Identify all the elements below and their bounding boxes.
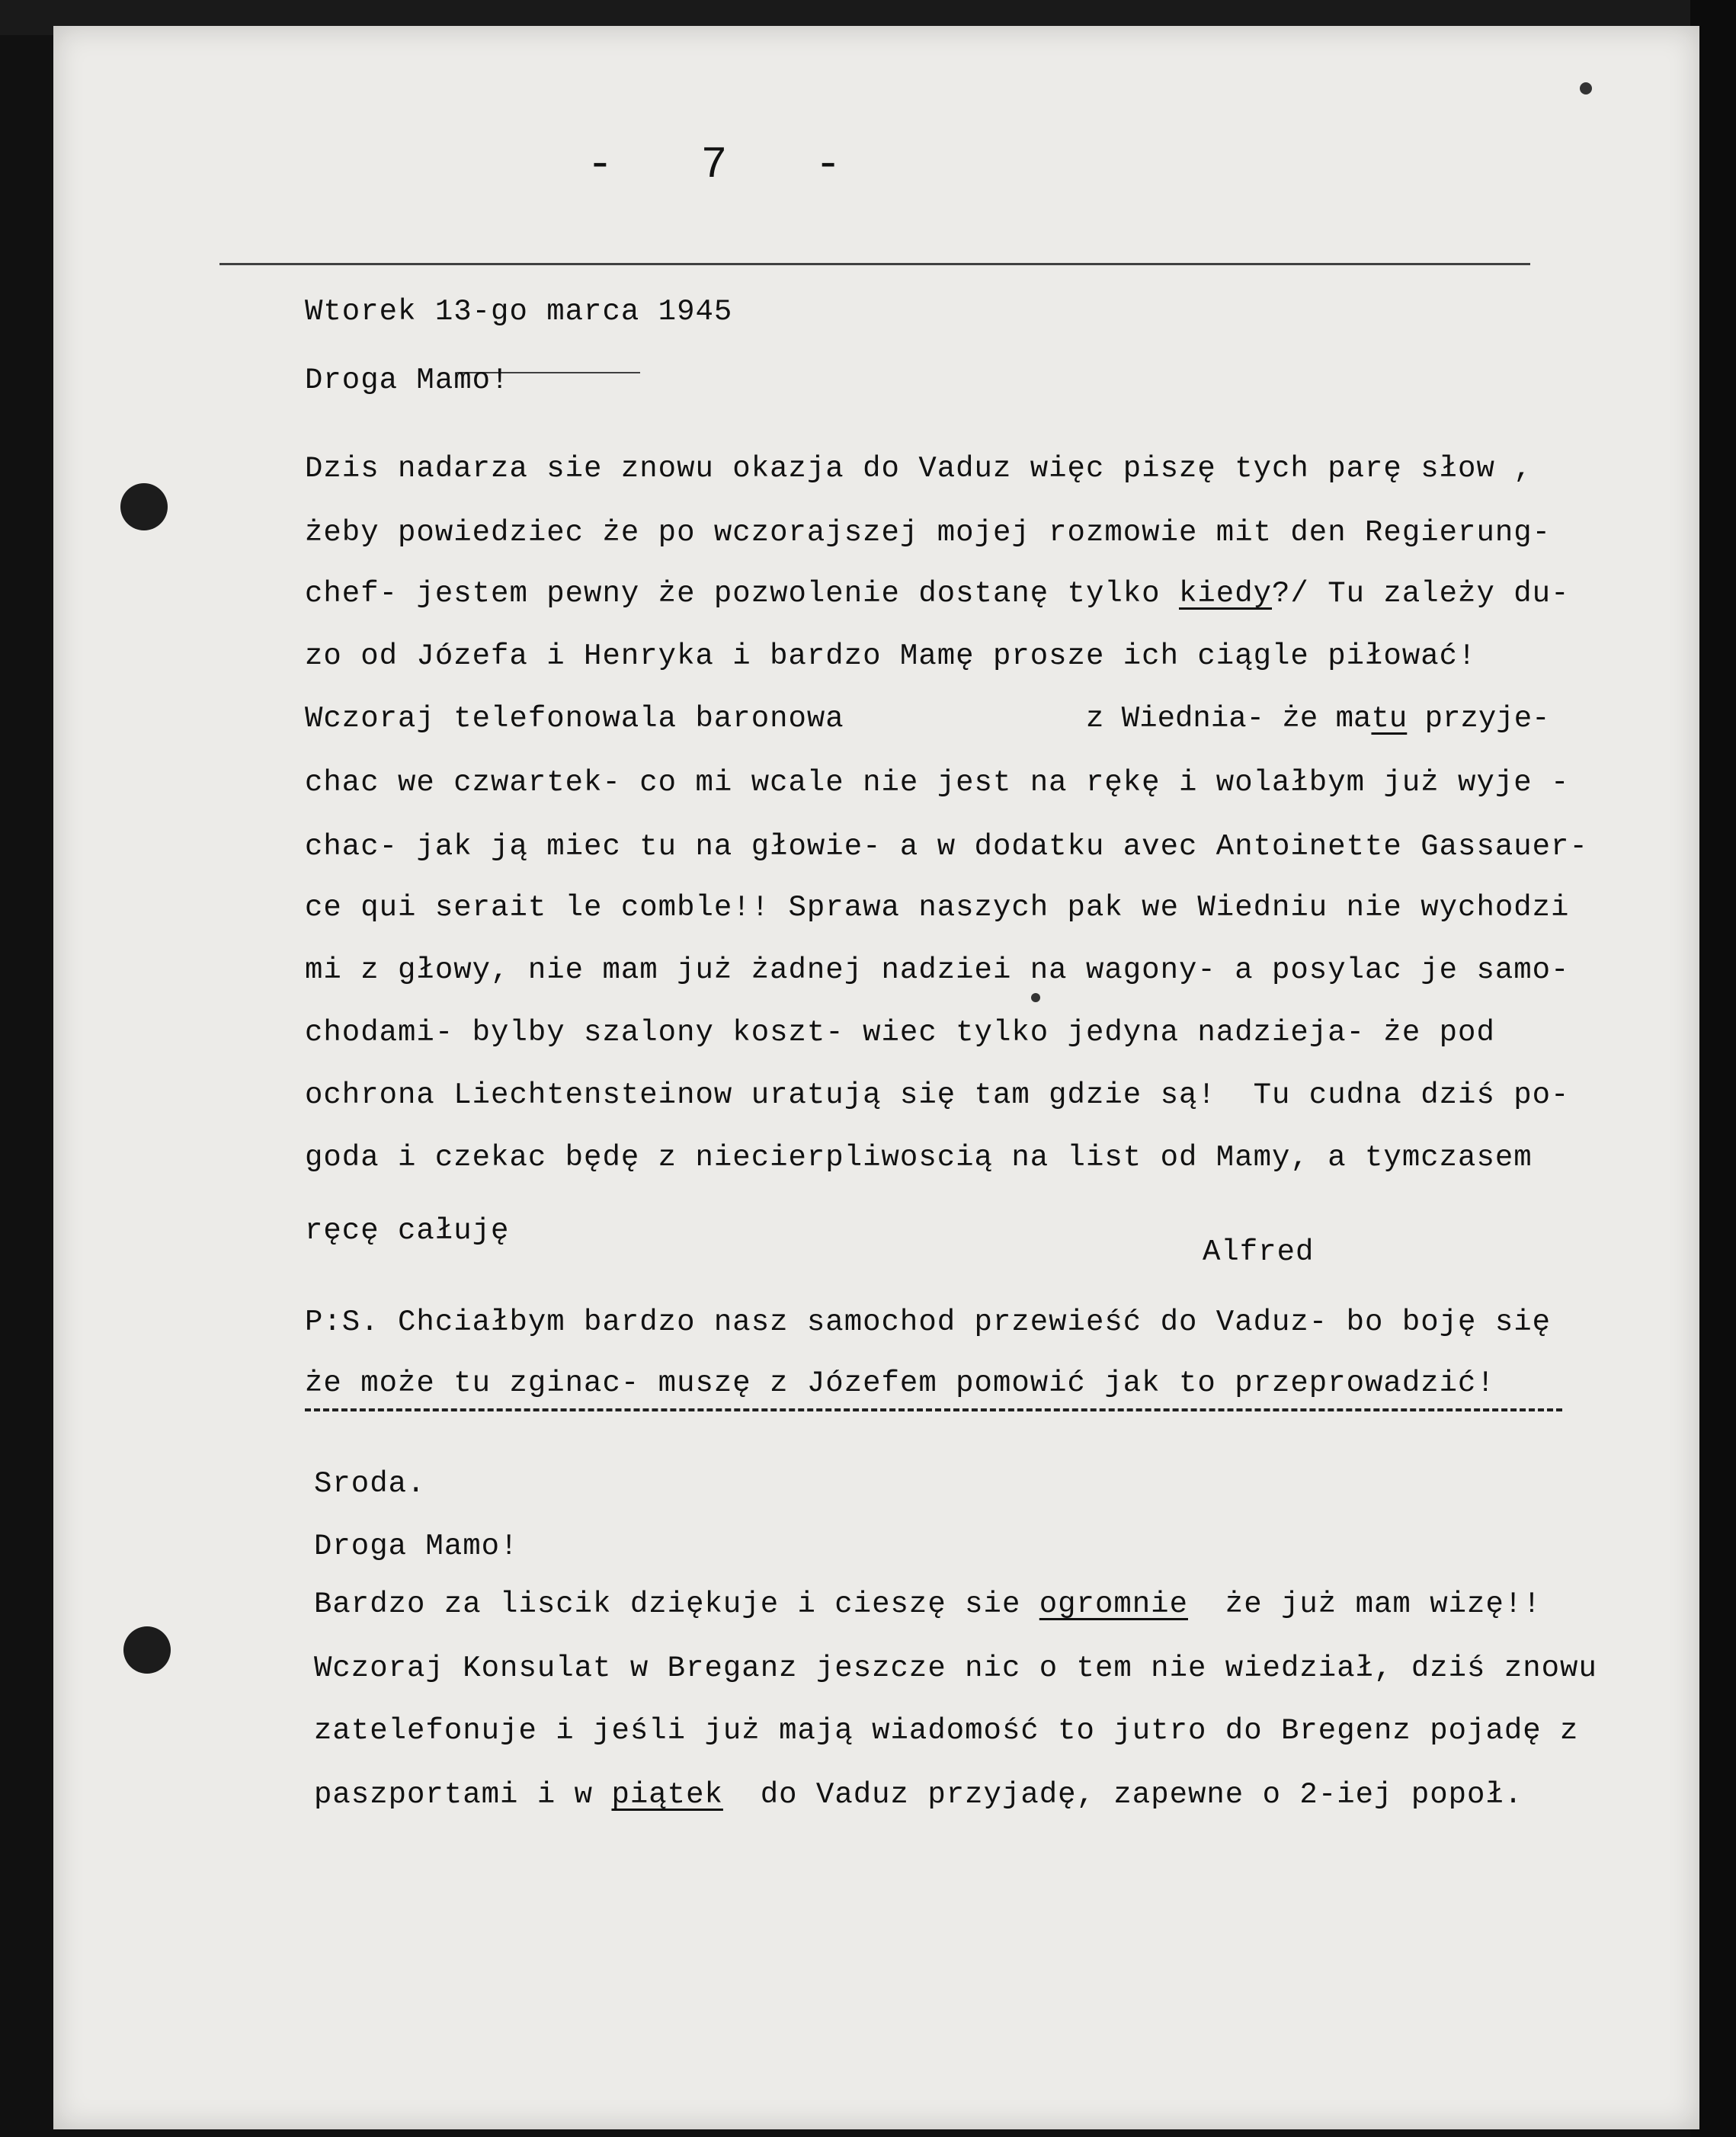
letter1-line [305, 575, 1569, 613]
letter1-line: chac we czwartek- co mi wcale nie jest na rękę i wolałbym już wyje - [305, 766, 1570, 799]
letter1-line: mi z głowy, nie mam już żadnej nadziei na wagony- a posylac je samo- [305, 953, 1570, 987]
letter1-line: ce qui serait le comble!! Sprawa naszych pak we Wiedniu nie wychodzi [305, 891, 1570, 924]
letter1-line: żeby powiedziec że po wczorajszej mojej rozmowie mit den Regierung- [305, 516, 1552, 549]
line-text: paszportami i w [314, 1778, 612, 1812]
letter1-line: ochrona Liechtensteinow uratują się tam gdzie są! Tu cudna dziś po- [305, 1078, 1570, 1112]
underlined-word: kiedy [1178, 577, 1273, 610]
letter2-line [314, 1776, 1523, 1814]
letter1-line: Wczoraj telefonowala baronowa [305, 702, 844, 735]
underlined-word: tu [1371, 702, 1408, 735]
letter2-line [314, 1585, 1542, 1623]
scan-speck [1031, 993, 1040, 1002]
letter1-greeting: Droga Mamo! [305, 364, 510, 397]
letter1-line [1086, 700, 1550, 738]
letter1-line: chac- jak ją miec tu na głowie- a w dodatku avec Antoinette Gassauer- [305, 830, 1588, 863]
line-text: do Vaduz przyjadę, zapewne o 2-iej popoł. [722, 1778, 1523, 1812]
punch-hole-top [120, 483, 168, 530]
letter1-line: Dzis nadarza sie znowu okazja do Vaduz więc piszę tych parę słow , [305, 452, 1533, 485]
letter1-line: goda i czekac będę z niecierpliwoscią na list od Mamy, a tymczasem [305, 1141, 1533, 1174]
underlined-word: ogromnie [1039, 1588, 1188, 1621]
line-text: że już mam wizę!! [1187, 1588, 1542, 1621]
signature: Alfred [1203, 1235, 1315, 1269]
line-text: z Wiednia- że ma [1086, 702, 1372, 735]
letter2-line: zatelefonuje i jeśli już mają wiadomość to jutro do Bregenz pojadę z [314, 1714, 1579, 1748]
letter2-greeting: Droga Mamo! [314, 1530, 519, 1563]
postscript-line: P:S. Chciałbym bardzo nasz samochod przewieść do Vaduz- bo boję się [305, 1306, 1552, 1339]
letter1-line: zo od Józefa i Henryka i bardzo Mamę prosze ich ciągle piłować! [305, 639, 1477, 673]
underlined-word: piątek [611, 1778, 723, 1812]
letter1-date: Wtorek 13-go marca 1945 [305, 295, 733, 328]
line-text: ?/ Tu zależy du- [1272, 577, 1570, 610]
line-text: przyje- [1407, 702, 1550, 735]
line-text: Bardzo za liscik dziękuje i cieszę sie [314, 1588, 1039, 1621]
line-text: chef- jestem pewny że pozwolenie dostanę tylko [305, 577, 1179, 610]
scan-speck [1580, 82, 1592, 95]
header-rule [219, 263, 1530, 265]
page-number: - 7 - [587, 141, 873, 191]
postscript-line: że może tu zginac- muszę z Józefem pomowić jak to przeprowadzić! [305, 1366, 1495, 1400]
letter2-day: Sroda. [314, 1467, 426, 1501]
letter1-line: ręcę całuję [305, 1214, 510, 1248]
section-separator [305, 1408, 1562, 1411]
punch-hole-bottom [123, 1626, 171, 1674]
letter1-line: chodami- bylby szalony koszt- wiec tylko jedyna nadzieja- że pod [305, 1016, 1495, 1049]
letter2-line: Wczoraj Konsulat w Breganz jeszcze nic o tem nie wiedział, dziś znowu [314, 1652, 1597, 1685]
